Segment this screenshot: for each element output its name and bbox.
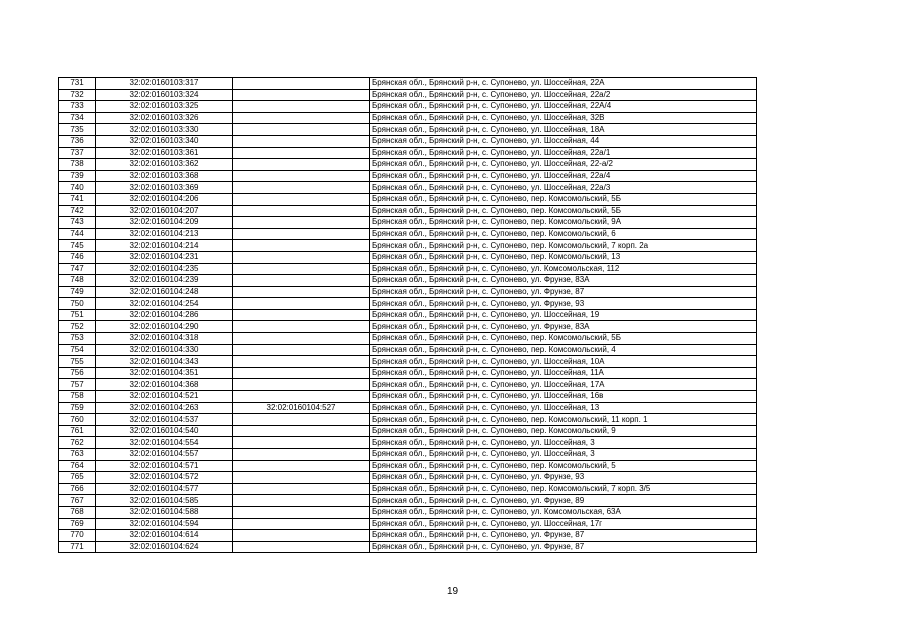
extra-cadastral-number-cell: [233, 495, 370, 507]
table-row: [59, 275, 757, 287]
extra-cadastral-number-cell: [233, 298, 370, 310]
extra-cadastral-number-cell: [233, 159, 370, 171]
address-cell: Брянская обл., Брянский р-н, с. Супонево, ул. Шоссейная, 16в: [370, 391, 757, 403]
cadastral-number-cell: 32:02:0160104:254: [96, 298, 233, 310]
cadastral-number-cell: 32:02:0160104:231: [96, 251, 233, 263]
row-number-cell: 746: [59, 251, 96, 263]
extra-cadastral-number-cell: [233, 344, 370, 356]
extra-cadastral-number-cell: [233, 333, 370, 345]
table-row: [59, 309, 757, 321]
row-number-cell: 770: [59, 530, 96, 542]
cadastral-number-cell: 32:02:0160104:537: [96, 414, 233, 426]
row-number-cell: 733: [59, 101, 96, 113]
extra-cadastral-number-cell: [233, 437, 370, 449]
cadastral-number-cell: 32:02:0160104:521: [96, 391, 233, 403]
table-row: [59, 135, 757, 147]
table-row: [59, 530, 757, 542]
extra-cadastral-number-cell: [233, 193, 370, 205]
cadastral-number-cell: 32:02:0160103:362: [96, 159, 233, 171]
cadastral-number-cell: 32:02:0160104:248: [96, 286, 233, 298]
extra-cadastral-number-cell: [233, 472, 370, 484]
table-row: [59, 425, 757, 437]
row-number-cell: 766: [59, 483, 96, 495]
table-row: [59, 402, 757, 414]
address-cell: Брянская обл., Брянский р-н, с. Супонево, ул. Шоссейная, 22а/2: [370, 89, 757, 101]
cadastral-number-cell: 32:02:0160103:361: [96, 147, 233, 159]
extra-cadastral-number-cell: [233, 124, 370, 136]
address-cell: Брянская обл., Брянский р-н, с. Супонево, ул. Шоссейная, 22а/4: [370, 170, 757, 182]
row-number-cell: 767: [59, 495, 96, 507]
cadastral-number-cell: 32:02:0160104:351: [96, 367, 233, 379]
cadastral-number-cell: 32:02:0160103:368: [96, 170, 233, 182]
row-number-cell: 735: [59, 124, 96, 136]
cadastral-number-cell: 32:02:0160104:343: [96, 356, 233, 368]
address-cell: Брянская обл., Брянский р-н, с. Супонево, ул. Шоссейная, 22а/1: [370, 147, 757, 159]
row-number-cell: 758: [59, 391, 96, 403]
extra-cadastral-number-cell: [233, 240, 370, 252]
table-row: [59, 367, 757, 379]
row-number-cell: 731: [59, 78, 96, 90]
address-cell: Брянская обл., Брянский р-н, с. Супонево, пер. Комсомольский, 13: [370, 251, 757, 263]
extra-cadastral-number-cell: [233, 263, 370, 275]
address-cell: Брянская обл., Брянский р-н, с. Супонево, пер. Комсомольский, 7 корп. 2а: [370, 240, 757, 252]
cadastral-number-cell: 32:02:0160103:330: [96, 124, 233, 136]
extra-cadastral-number-cell: [233, 518, 370, 530]
row-number-cell: 765: [59, 472, 96, 484]
address-cell: Брянская обл., Брянский р-н, с. Супонево, ул. Шоссейная, 22А: [370, 78, 757, 90]
cadastral-number-cell: 32:02:0160104:239: [96, 275, 233, 287]
row-number-cell: 732: [59, 89, 96, 101]
table-row: [59, 472, 757, 484]
extra-cadastral-number-cell: [233, 460, 370, 472]
cadastral-number-cell: 32:02:0160103:340: [96, 135, 233, 147]
cadastral-number-cell: 32:02:0160104:540: [96, 425, 233, 437]
row-number-cell: 738: [59, 159, 96, 171]
table-row: [59, 333, 757, 345]
extra-cadastral-number-cell: [233, 379, 370, 391]
cadastral-number-cell: 32:02:0160104:214: [96, 240, 233, 252]
address-cell: Брянская обл., Брянский р-н, с. Супонево, ул. Шоссейная, 17г: [370, 518, 757, 530]
table-row: [59, 240, 757, 252]
row-number-cell: 769: [59, 518, 96, 530]
table-row: [59, 263, 757, 275]
cadastral-number-cell: 32:02:0160103:326: [96, 112, 233, 124]
cadastral-number-cell: 32:02:0160104:554: [96, 437, 233, 449]
table-row: [59, 193, 757, 205]
extra-cadastral-number-cell: [233, 182, 370, 194]
address-cell: Брянская обл., Брянский р-н, с. Супонево, ул. Фрунзе, 87: [370, 541, 757, 553]
table-row: [59, 437, 757, 449]
cadastral-number-cell: 32:02:0160104:235: [96, 263, 233, 275]
row-number-cell: 734: [59, 112, 96, 124]
extra-cadastral-number-cell: [233, 483, 370, 495]
extra-cadastral-number-cell: [233, 112, 370, 124]
table-row: [59, 251, 757, 263]
cadastral-number-cell: 32:02:0160103:324: [96, 89, 233, 101]
address-cell: Брянская обл., Брянский р-н, с. Супонево, ул. Комсомольская, 63А: [370, 506, 757, 518]
cadastral-number-cell: 32:02:0160104:614: [96, 530, 233, 542]
extra-cadastral-number-cell: 32:02:0160104:527: [233, 402, 370, 414]
cadastral-number-cell: 32:02:0160104:290: [96, 321, 233, 333]
cadastral-number-cell: 32:02:0160104:571: [96, 460, 233, 472]
extra-cadastral-number-cell: [233, 391, 370, 403]
row-number-cell: 753: [59, 333, 96, 345]
address-cell: Брянская обл., Брянский р-н, с. Супонево, ул. Фрунзе, 93: [370, 472, 757, 484]
extra-cadastral-number-cell: [233, 367, 370, 379]
row-number-cell: 763: [59, 449, 96, 461]
table-row: [59, 460, 757, 472]
row-number-cell: 762: [59, 437, 96, 449]
address-cell: Брянская обл., Брянский р-н, с. Супонево, ул. Фрунзе, 89: [370, 495, 757, 507]
table-row: [59, 321, 757, 333]
table-row: [59, 89, 757, 101]
extra-cadastral-number-cell: [233, 414, 370, 426]
extra-cadastral-number-cell: [233, 541, 370, 553]
row-number-cell: 740: [59, 182, 96, 194]
address-cell: Брянская обл., Брянский р-н, с. Супонево, пер. Комсомольский, 4: [370, 344, 757, 356]
address-cell: Брянская обл., Брянский р-н, с. Супонево, пер. Комсомольский, 9А: [370, 217, 757, 229]
cadastral-number-cell: 32:02:0160104:624: [96, 541, 233, 553]
row-number-cell: 739: [59, 170, 96, 182]
cadastral-number-cell: 32:02:0160104:594: [96, 518, 233, 530]
address-cell: Брянская обл., Брянский р-н, с. Супонево, ул. Шоссейная, 32В: [370, 112, 757, 124]
cadastral-number-cell: 32:02:0160104:557: [96, 449, 233, 461]
row-number-cell: 737: [59, 147, 96, 159]
row-number-cell: 754: [59, 344, 96, 356]
table-row: [59, 286, 757, 298]
cadastral-number-cell: 32:02:0160104:207: [96, 205, 233, 217]
table-row: [59, 159, 757, 171]
row-number-cell: 751: [59, 309, 96, 321]
cadastral-number-cell: 32:02:0160103:369: [96, 182, 233, 194]
row-number-cell: 760: [59, 414, 96, 426]
address-cell: Брянская обл., Брянский р-н, с. Супонево, ул. Шоссейная, 17А: [370, 379, 757, 391]
row-number-cell: 756: [59, 367, 96, 379]
table-row: [59, 506, 757, 518]
table-row: [59, 170, 757, 182]
address-cell: Брянская обл., Брянский р-н, с. Супонево, ул. Фрунзе, 87: [370, 286, 757, 298]
row-number-cell: 761: [59, 425, 96, 437]
parcel-table: [58, 77, 757, 553]
address-cell: Брянская обл., Брянский р-н, с. Супонево, ул. Шоссейная, 10А: [370, 356, 757, 368]
table-row: [59, 78, 757, 90]
row-number-cell: 744: [59, 228, 96, 240]
table-row: [59, 391, 757, 403]
extra-cadastral-number-cell: [233, 147, 370, 159]
row-number-cell: 764: [59, 460, 96, 472]
address-cell: Брянская обл., Брянский р-н, с. Супонево, ул. Фрунзе, 83А: [370, 275, 757, 287]
extra-cadastral-number-cell: [233, 217, 370, 229]
address-cell: Брянская обл., Брянский р-н, с. Супонево, ул. Шоссейная, 18А: [370, 124, 757, 136]
extra-cadastral-number-cell: [233, 286, 370, 298]
address-cell: Брянская обл., Брянский р-н, с. Супонево, ул. Шоссейная, 44: [370, 135, 757, 147]
row-number-cell: 741: [59, 193, 96, 205]
row-number-cell: 747: [59, 263, 96, 275]
row-number-cell: 742: [59, 205, 96, 217]
extra-cadastral-number-cell: [233, 425, 370, 437]
cadastral-number-cell: 32:02:0160104:318: [96, 333, 233, 345]
cadastral-number-cell: 32:02:0160104:585: [96, 495, 233, 507]
table-row: [59, 495, 757, 507]
address-cell: Брянская обл., Брянский р-н, с. Супонево, пер. Комсомольский, 11 корп. 1: [370, 414, 757, 426]
row-number-cell: 757: [59, 379, 96, 391]
cadastral-number-cell: 32:02:0160103:317: [96, 78, 233, 90]
address-cell: Брянская обл., Брянский р-н, с. Супонево, ул. Шоссейная, 13: [370, 402, 757, 414]
address-cell: Брянская обл., Брянский р-н, с. Супонево, пер. Комсомольский, 5Б: [370, 333, 757, 345]
row-number-cell: 736: [59, 135, 96, 147]
extra-cadastral-number-cell: [233, 251, 370, 263]
address-cell: Брянская обл., Брянский р-н, с. Супонево, ул. Шоссейная, 22-а/2: [370, 159, 757, 171]
extra-cadastral-number-cell: [233, 530, 370, 542]
address-cell: Брянская обл., Брянский р-н, с. Супонево, пер. Комсомольский, 5Б: [370, 193, 757, 205]
address-cell: Брянская обл., Брянский р-н, с. Супонево, ул. Шоссейная, 19: [370, 309, 757, 321]
table-row: [59, 147, 757, 159]
extra-cadastral-number-cell: [233, 78, 370, 90]
row-number-cell: 745: [59, 240, 96, 252]
table-body: [59, 78, 757, 553]
cadastral-number-cell: 32:02:0160104:209: [96, 217, 233, 229]
extra-cadastral-number-cell: [233, 205, 370, 217]
address-cell: Брянская обл., Брянский р-н, с. Супонево, ул. Комсомольская, 112: [370, 263, 757, 275]
address-cell: Брянская обл., Брянский р-н, с. Супонево, ул. Шоссейная, 3: [370, 437, 757, 449]
address-cell: Брянская обл., Брянский р-н, с. Супонево, ул. Шоссейная, 3: [370, 449, 757, 461]
extra-cadastral-number-cell: [233, 228, 370, 240]
row-number-cell: 759: [59, 402, 96, 414]
cadastral-number-cell: 32:02:0160103:325: [96, 101, 233, 113]
table-row: [59, 182, 757, 194]
table-row: [59, 379, 757, 391]
extra-cadastral-number-cell: [233, 170, 370, 182]
table-row: [59, 101, 757, 113]
extra-cadastral-number-cell: [233, 135, 370, 147]
cadastral-number-cell: 32:02:0160104:206: [96, 193, 233, 205]
table-row: [59, 228, 757, 240]
address-cell: Брянская обл., Брянский р-н, с. Супонево, ул. Шоссейная, 22а/3: [370, 182, 757, 194]
table-row: [59, 217, 757, 229]
row-number-cell: 750: [59, 298, 96, 310]
extra-cadastral-number-cell: [233, 449, 370, 461]
cadastral-number-cell: 32:02:0160104:588: [96, 506, 233, 518]
address-cell: Брянская обл., Брянский р-н, с. Супонево, ул. Шоссейная, 11А: [370, 367, 757, 379]
extra-cadastral-number-cell: [233, 321, 370, 333]
address-cell: Брянская обл., Брянский р-н, с. Супонево, ул. Фрунзе, 83А: [370, 321, 757, 333]
row-number-cell: 748: [59, 275, 96, 287]
table-row: [59, 541, 757, 553]
table-row: [59, 356, 757, 368]
row-number-cell: 749: [59, 286, 96, 298]
address-cell: Брянская обл., Брянский р-н, с. Супонево, ул. Фрунзе, 93: [370, 298, 757, 310]
table-row: [59, 449, 757, 461]
table-row: [59, 298, 757, 310]
table-row: [59, 205, 757, 217]
table-row: [59, 483, 757, 495]
table-row: [59, 112, 757, 124]
table-row: [59, 344, 757, 356]
address-cell: Брянская обл., Брянский р-н, с. Супонево, пер. Комсомольский, 6: [370, 228, 757, 240]
row-number-cell: 743: [59, 217, 96, 229]
cadastral-number-cell: 32:02:0160104:368: [96, 379, 233, 391]
address-cell: Брянская обл., Брянский р-н, с. Супонево, пер. Комсомольский, 5Б: [370, 205, 757, 217]
address-cell: Брянская обл., Брянский р-н, с. Супонево, пер. Комсомольский, 7 корп. 3/5: [370, 483, 757, 495]
row-number-cell: 771: [59, 541, 96, 553]
row-number-cell: 768: [59, 506, 96, 518]
table-row: [59, 124, 757, 136]
cadastral-number-cell: 32:02:0160104:572: [96, 472, 233, 484]
cadastral-number-cell: 32:02:0160104:330: [96, 344, 233, 356]
extra-cadastral-number-cell: [233, 506, 370, 518]
table-row: [59, 518, 757, 530]
extra-cadastral-number-cell: [233, 275, 370, 287]
address-cell: Брянская обл., Брянский р-н, с. Супонево, пер. Комсомольский, 5: [370, 460, 757, 472]
address-cell: Брянская обл., Брянский р-н, с. Супонево, ул. Шоссейная, 22А/4: [370, 101, 757, 113]
cadastral-number-cell: 32:02:0160104:286: [96, 309, 233, 321]
extra-cadastral-number-cell: [233, 356, 370, 368]
address-cell: Брянская обл., Брянский р-н, с. Супонево, ул. Фрунзе, 87: [370, 530, 757, 542]
extra-cadastral-number-cell: [233, 89, 370, 101]
cadastral-number-cell: 32:02:0160104:213: [96, 228, 233, 240]
row-number-cell: 752: [59, 321, 96, 333]
cadastral-number-cell: 32:02:0160104:577: [96, 483, 233, 495]
extra-cadastral-number-cell: [233, 309, 370, 321]
row-number-cell: 755: [59, 356, 96, 368]
address-cell: Брянская обл., Брянский р-н, с. Супонево, пер. Комсомольский, 9: [370, 425, 757, 437]
cadastral-number-cell: 32:02:0160104:263: [96, 402, 233, 414]
extra-cadastral-number-cell: [233, 101, 370, 113]
table-row: [59, 414, 757, 426]
page-number: 19: [446, 586, 459, 597]
